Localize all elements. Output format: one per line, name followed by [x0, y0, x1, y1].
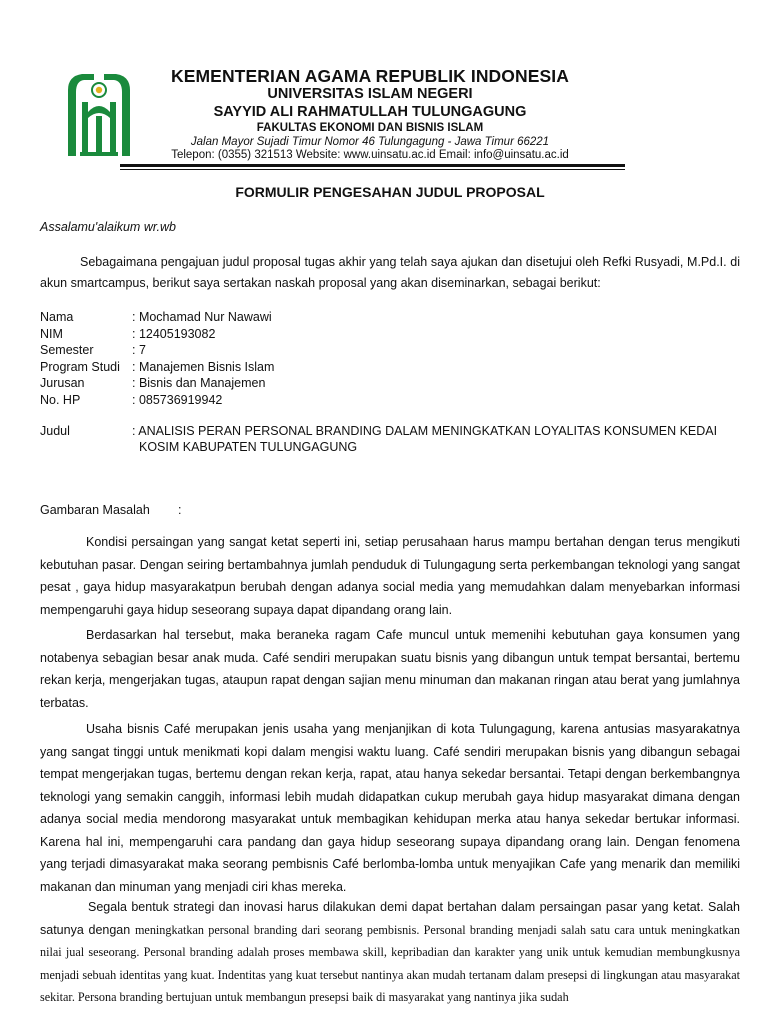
- letterhead-contact: Telepon: (0355) 321513 Website: www.uinsatu.ac.id Email: info@uinsatu.ac.id: [171, 149, 569, 161]
- field-label: NIM: [40, 326, 63, 341]
- letterhead-address: Jalan Mayor Sujadi Timur Nomor 46 Tulungagung - Jawa Timur 66221: [190, 136, 550, 148]
- field-value: : Manajemen Bisnis Islam: [132, 359, 275, 374]
- field-row-phone: [40, 392, 274, 409]
- field-label: Jurusan: [40, 376, 85, 391]
- letterhead: [140, 66, 600, 162]
- intro-paragraph: Sebagaimana pengajuan judul proposal tugas akhir yang telah saya ajukan dan disetujui oleh Refki Rusyadi, M.Pd.I. di akun smartcampus, berikut saya sertakan naskah proposal yang akan diseminarkan, sebagai berikut:: [40, 255, 740, 290]
- letterhead-ministry: KEMENTERIAN AGAMA REPUBLIK INDONESIA: [170, 66, 569, 86]
- letterhead-rule-thin: [120, 169, 625, 170]
- paragraph-3: Usaha bisnis Café merupakan jenis usaha yang menjanjikan di kota Tulungagung, karena antusias masyarakatnya yang sangat tinggi untuk menikmati kopi dalam mengisi waktu luang. Café sendiri merupakan bisnis yang dibangun sebagai tempat mengerjakan tugas, bertemu dengan rekan kerja, rapat, atau hanya sekedar bersantai. Tetapi dengan berkembangnya teknologi yang semakin canggih, informasi lebih mudah didapatkan cukup merubah gaya hidup masyarakat dimana dengan adanya social media mendorong masyarakat untuk membagikan kehidupan merka atau hanya sekedar bertukar informasi. Karena hal ini, mempengaruhi cara pandang dan gaya hidup seseorang supaya dipandang orang lain. Dengan fenomena yang terjadi dimasyarakat maka seorang pembisnis Café berlomba-lomba untuk menyajikan Cafe yang menarik dan memiliki makanan dan minuman yang menjadi ciri khas mereka.: [40, 722, 740, 894]
- field-value: : Bisnis dan Manajemen: [132, 376, 266, 391]
- field-row-department: [40, 375, 274, 392]
- greeting: Assalamu'alaikum wr.wb: [40, 220, 176, 234]
- field-label: Nama: [40, 310, 74, 324]
- letterhead-faculty: FAKULTAS EKONOMI DAN BISNIS ISLAM: [256, 122, 484, 134]
- field-label: Program Studi: [40, 359, 120, 374]
- field-row-program: [40, 359, 274, 376]
- field-value: : 12405193082: [132, 326, 216, 341]
- field-value: : 7: [132, 343, 146, 358]
- title-value-line1: : ANALISIS PERAN PERSONAL BRANDING DALAM MENINGKATKAN LOYALITAS KONSUMEN KEDAI: [132, 424, 718, 438]
- paragraph-2: Berdasarkan hal tersebut, maka beraneka ragam Cafe muncul untuk memenihi kebutuhan gaya konsumen yang notabenya sebagian besar anak muda. Café sendiri merupakan suatu bisnis yang dibangun untuk tempat bersantai, bertemu rekan kerja, mengerjakan tugas, ataupun rapat dengan sajian menu minuman dan makanan ringan atau berat yang jumlahnya terbatas.: [40, 628, 740, 710]
- problem-overview-label: Gambaran Masalah: [40, 503, 150, 517]
- field-row-name: [40, 309, 274, 326]
- title-field: [40, 423, 750, 455]
- title-field-label: Judul: [40, 424, 70, 438]
- paragraph-4: [40, 896, 740, 1009]
- field-value: : 085736919942: [132, 392, 223, 407]
- paragraph-1: Kondisi persaingan yang sangat ketat seperti ini, setiap perusahaan harus mampu bertahan dengan terus mengikuti kebutuhan pasar. Dengan seiring bertambahnya jumlah penduduk di Tulungagung serta perkembangan teknologi yang sangat pesat , gaya hidup masyarakatpun berubah dengan adanya social media yang memudahkan dalam menyebarkan informasi mempengaruhi gaya hidup seseorang supaya dapat dipandang orang lain.: [40, 535, 740, 617]
- field-row-semester: [40, 342, 274, 359]
- university-logo: [66, 72, 132, 158]
- field-label: Semester: [40, 343, 94, 358]
- field-row-nim: [40, 326, 274, 343]
- student-fields: [40, 309, 274, 409]
- problem-overview-colon: :: [178, 503, 182, 517]
- problem-overview-heading: [40, 503, 182, 517]
- field-value: : Mochamad Nur Nawawi: [132, 310, 272, 324]
- title-value-line2: KOSIM KABUPATEN TULUNGAGUNG: [139, 440, 358, 454]
- paragraph-4-part-a: Segala bentuk strategi dan inovasi harus dilakukan demi dapat bertahan dalam persaingan pasar yang ketat. Salah satunya dengan: [40, 900, 740, 937]
- paragraph-4-part-b: meningkatkan personal branding dari seorang pembisnis. Personal branding menjadi salah satu cara untuk meningkatkan nilai jual seseorang. Personal branding adalah proses membawa skill, kepribadian dan karakter yang unik untuk kemudian membungkusnya menjadi sebuah identitas yang kuat. Indentitas yang kuat tersebut nantinya akan mudah tertanam dalam presepsi di lingkungan atau masyarakat sekitar. Persona branding bertujuan untuk membangun presepsi baik di masyarakat yang nantinya jika sudah: [40, 922, 740, 1004]
- field-label: No. HP: [40, 392, 81, 407]
- letterhead-university-type: UNIVERSITAS ISLAM NEGERI: [267, 86, 473, 102]
- letterhead-university-name: SAYYID ALI RAHMATULLAH TULUNGAGUNG: [213, 104, 527, 120]
- title-field-value: [132, 423, 748, 455]
- form-title: FORMULIR PENGESAHAN JUDUL PROPOSAL: [235, 184, 545, 200]
- letterhead-rule-thick: [120, 164, 625, 167]
